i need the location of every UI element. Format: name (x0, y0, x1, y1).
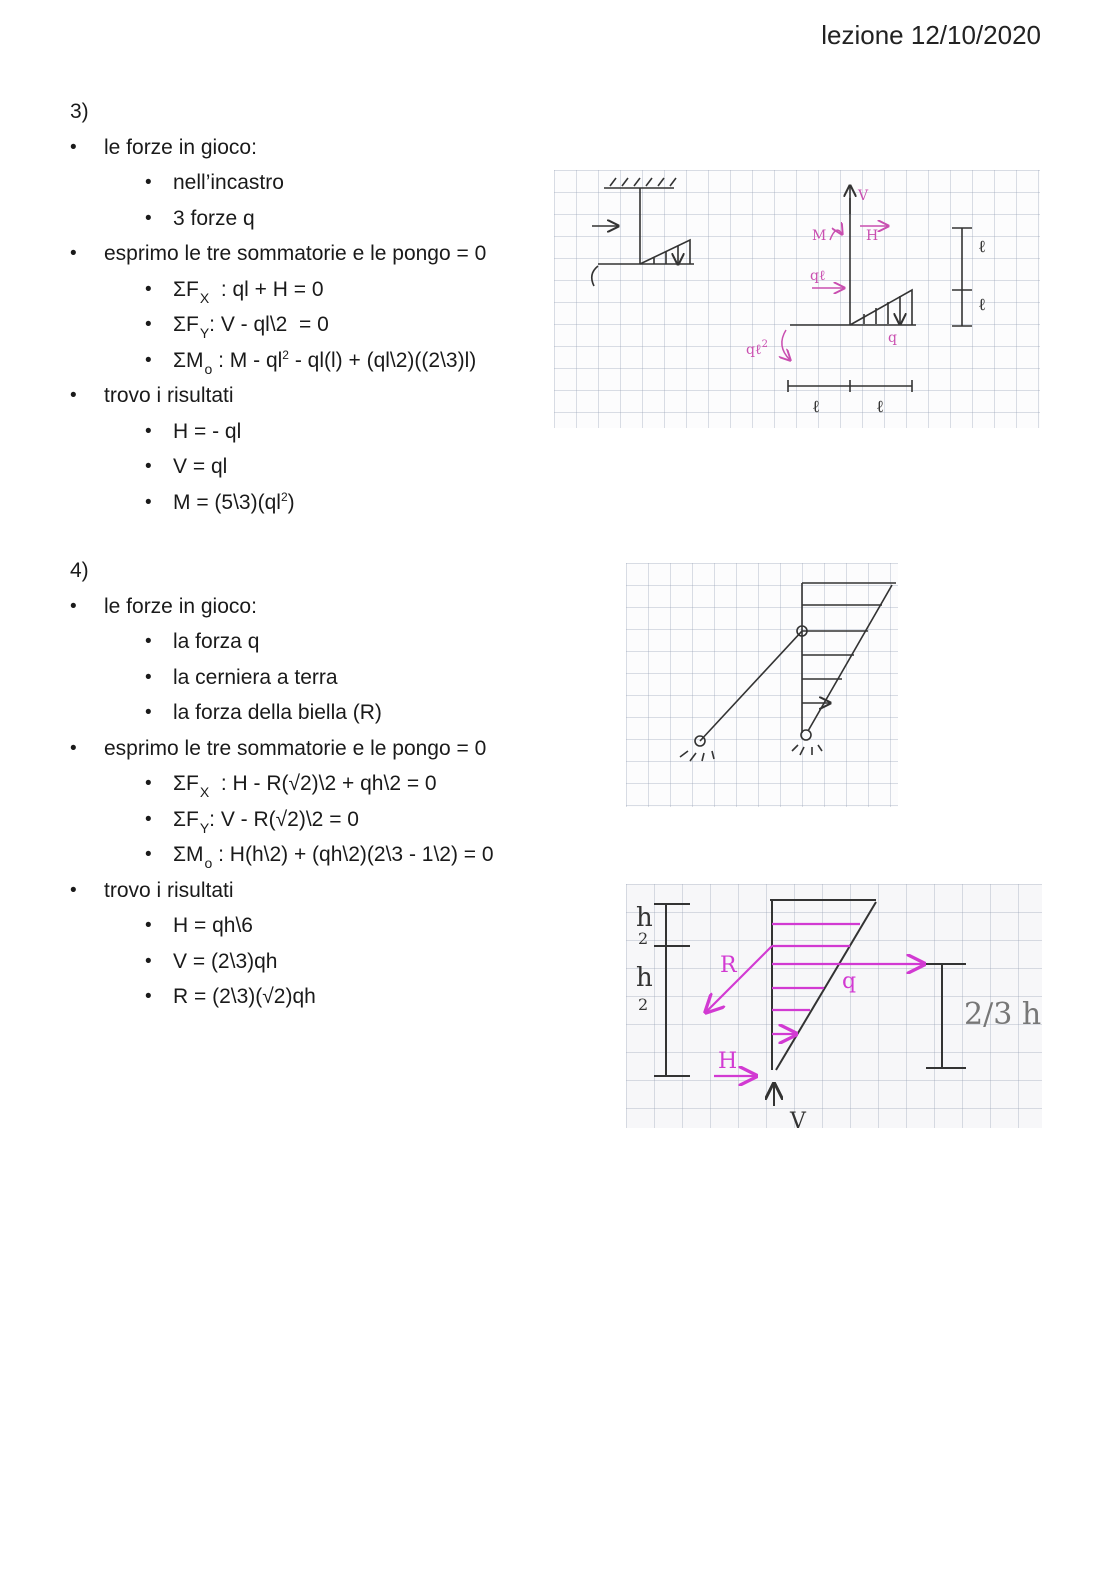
label-l-lower: ℓ (978, 295, 987, 315)
equation-mo: • $\Sigma M_o$ : H(h\2) + (qh\2)(2\3 - 1\2) = 0 (70, 837, 494, 873)
result-h: • H = - ql (70, 414, 486, 450)
label-h: H (718, 1049, 738, 1074)
label-m: M (812, 228, 827, 244)
label-h-half-bottom: h (636, 963, 653, 993)
label-h-half-bottom-den: 2 (638, 995, 649, 1014)
label-l-left: ℓ (812, 397, 821, 417)
result-v: • V = ql (70, 449, 486, 485)
forces-heading: • le forze in gioco: (70, 130, 486, 166)
result-m: • $M = (5\backslash 3)(ql^2)$ (70, 485, 486, 521)
equation-fx: • $\Sigma F_X$ : H - R(√2)\2 + qh\2 = 0 (70, 766, 494, 802)
section-3 (70, 94, 486, 520)
equation-mo: • $\Sigma M_o$ : M - $ql^2 - ql(l)$ + (ql\2)((2\3)l) (70, 343, 486, 379)
sums-heading: • esprimo le tre sommatorie e le pongo = 0 (70, 731, 494, 767)
label-h: H (866, 228, 879, 244)
section-4 (70, 553, 494, 1015)
section-number: 4) (70, 559, 89, 582)
figure-forces-sketch (626, 884, 1042, 1128)
force-item: • nell’incastro (70, 165, 486, 201)
section-number: 3) (70, 100, 89, 123)
section-3-list (70, 130, 486, 521)
results-heading: • trovo i risultati (70, 378, 486, 414)
label-h-half-top-den: 2 (638, 929, 649, 948)
label-q: q (842, 969, 857, 994)
sums-heading: • esprimo le tre sommatorie e le pongo = 0 (70, 236, 486, 272)
section-4-list (70, 589, 494, 1015)
frame-drawing (626, 563, 898, 807)
label-l-upper: ℓ (978, 237, 987, 257)
label-two-thirds-h: 2/3 h (964, 997, 1042, 1032)
label-ql: qℓ (810, 268, 826, 284)
label-l-right: ℓ (876, 397, 885, 417)
label-ql2: qℓ$^2$ (746, 339, 769, 358)
label-v: V (858, 188, 869, 204)
forces-heading: • le forze in gioco: (70, 589, 494, 625)
label-h-half-top: h (636, 903, 653, 933)
label-r: R (720, 953, 737, 978)
figure-frame-sketch (626, 563, 898, 807)
equation-fx: • $\Sigma F_X$ : ql + H = 0 (70, 272, 486, 308)
result-r: • R = (2\3)(√2)qh (70, 979, 494, 1015)
label-q: q (888, 330, 897, 346)
equation-fy: • $\Sigma F_Y$: V - R(√2)\2 = 0 (70, 802, 494, 838)
figure-cantilever-sketch (554, 170, 1040, 428)
cantilever-drawing (554, 170, 1040, 428)
lecture-date: lezione 12/10/2020 (821, 20, 1041, 50)
force-item: • la forza della biella (R) (70, 695, 494, 731)
force-item: • la forza q (70, 624, 494, 660)
forces-drawing (626, 884, 1042, 1128)
results-heading: • trovo i risultati (70, 873, 494, 909)
force-item: • la cerniera a terra (70, 660, 494, 696)
result-h: • H = qh\6 (70, 908, 494, 944)
force-item: • 3 forze q (70, 201, 486, 237)
label-v: V (790, 1109, 806, 1128)
result-v: • V = (2\3)qh (70, 944, 494, 980)
equation-fy: • $\Sigma F_Y$: V - ql\2 = 0 (70, 307, 486, 343)
